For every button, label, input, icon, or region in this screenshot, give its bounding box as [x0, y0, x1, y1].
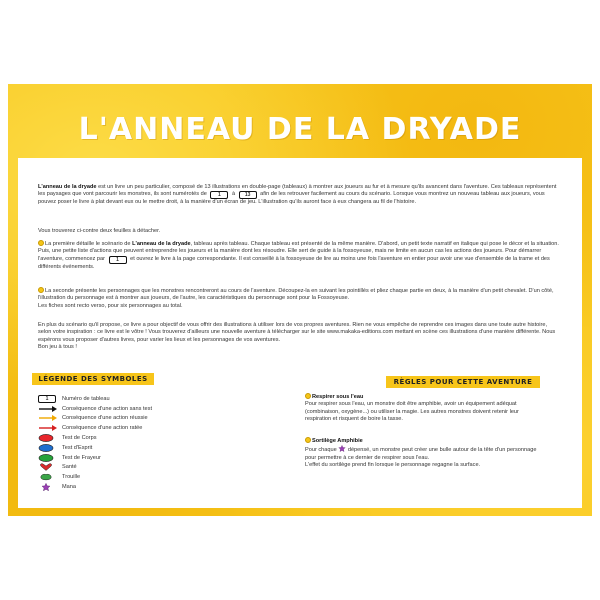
intro-text-a: est un livre un peu particulier, composé de 13 illustrations en double-page (tableaux) à montrer aux joueurs au fur et à mesure qu'ils avancent dans l'aventure. Ces tableaux représentent les paysages que vont parcourir les monstres, ils sont numérotés de — [38, 184, 557, 198]
legend-label: Test de Corps — [62, 435, 97, 442]
book-name: L'anneau de la dryade — [132, 241, 191, 247]
sheet1-text-a: La première détaille le scénario de — [45, 241, 133, 247]
legend-label: Santé — [62, 464, 77, 471]
closing-text-b: Bon jeu à tous ! — [38, 344, 77, 351]
intro-text-and: à — [230, 191, 237, 198]
rule-text: Pour respirer sous l'eau, un monstre doit être amphibie, avoir un équipement adéquat (combinaison, oxygène...) ou utiliser la magie. Les autres monstres doivent retenir leur respiration et risquent de boire la tasse. — [305, 401, 519, 423]
tile-symbol: 1 — [109, 256, 127, 264]
symbol-legend — [38, 394, 258, 492]
tile-symbol: 1 — [38, 395, 56, 403]
legend-row — [38, 423, 258, 433]
legend-heading: LÉGENDE DES SYMBOLES — [32, 373, 154, 385]
sheet1-text-b: , tableau après tableau. Chaque tableau est présenté de la même manière. D'abord, un petit texte narratif en italique qui pose le décor et la situation. Puis, une petite liste d'actions que peuvent entreprendre les joueurs et la manière dont les résoudre. Elle sert de guide à la fossoyeuse, mais ne limite en aucun cas les actions des joueurs. Pour démarrer l'aventure, commencez par — [38, 241, 559, 262]
smiley-icon — [305, 437, 311, 443]
legend-label: Mana — [62, 484, 76, 491]
legend-label: Test de Frayeur — [62, 454, 101, 461]
intro-text-b: afin de les retrouver facilement au cours du scénario. Lorsque vous montrez un nouveau tableau aux joueurs, vous pouvez poser le livre à plat devant eux ou le mettre droit, à la manière d'un écran de jeu. L'illustration qu'ils auront face à eux changera au fil de l'histoire. — [38, 191, 545, 206]
page-title: L'ANNEAU DE LA DRYADE — [78, 112, 522, 147]
rule-text-c: L'effet du sortilège prend fin lorsque le personnage regagne la surface. — [305, 462, 481, 469]
test-oval-icon — [38, 454, 58, 462]
rule-text-b: dépensé, un monstre peut créer une bulle autour de la tête d'un personnage pour permettre à ce dernier de respirer sous l'eau. — [305, 447, 537, 461]
smiley-icon — [305, 393, 311, 399]
legend-row — [38, 443, 258, 453]
test-oval-icon — [38, 444, 58, 452]
test-oval-icon — [38, 434, 58, 442]
legend-label: Numéro de tableau — [62, 395, 110, 402]
intro-paragraph — [38, 184, 560, 207]
arrow-icon — [38, 405, 58, 413]
sheets-line: Vous trouverez ci-contre deux feuilles à détacher. — [38, 228, 161, 234]
legend-row — [38, 472, 258, 482]
legend-row — [38, 453, 258, 463]
tile-symbol: 1 — [210, 191, 228, 199]
legend-label: Conséquence d'une action ratée — [62, 425, 143, 432]
sheet2-paragraph — [38, 287, 560, 310]
rules-heading: RÈGLES POUR CETTE AVENTURE — [386, 376, 540, 388]
legend-row — [38, 394, 258, 404]
smiley-icon — [38, 240, 44, 246]
rule-title: Respirer sous l'eau — [312, 394, 364, 400]
mana-star-icon — [38, 483, 58, 491]
rule-title: Sortilège Amphibie — [312, 438, 363, 444]
legend-row — [38, 404, 258, 414]
legend-label: Trouille — [62, 474, 81, 481]
sheet2-text-b: Les fiches sont recto verso, pour six personnages au total. — [38, 302, 183, 309]
rule-amphibious-spell — [305, 437, 545, 470]
legend-row — [38, 433, 258, 443]
closing-text-a: En plus du scénario qu'il propose, ce livre a pour objectif de vous offrir des illustrations à utiliser lors de vos propres aventures. Rien ne vous empêche de reprendre ces images dans une toute autre histoire, selon votre inspiration : ce livre est le vôtre ! Vous trouverez d'ailleurs une nouvelle aventure à télécharger sur le site www.makaka-editions.com mettant en scène ces illustrations d'une manière différente. Nous espérons vous proposer d'autres livres, pour varier les lieux et les personnages de vos aventures. — [38, 322, 556, 343]
legend-label: Conséquence d'une action sans test — [62, 405, 153, 412]
arrow-icon — [38, 424, 58, 432]
legend-label: Conséquence d'une action réussie — [62, 415, 148, 422]
heart-icon — [38, 463, 58, 471]
closing-paragraph — [38, 322, 560, 352]
book-name: L'anneau de la dryade — [38, 184, 97, 190]
arrow-icon — [38, 414, 58, 422]
tile-symbol: 13 — [239, 191, 257, 199]
sheet1-text-c: et ouvrez le livre à la page correspondante. Il est conseillé à la fossoyeuse de lire au moins une fois l'aventure en entier pour avoir une vue d'ensemble de la trame et des différents événements. — [38, 255, 550, 270]
rule-breathe-underwater — [305, 393, 545, 424]
legend-row — [38, 482, 258, 492]
legend-row — [38, 414, 258, 424]
sheet1-paragraph — [38, 240, 560, 271]
legend-row — [38, 463, 258, 473]
smiley-icon — [38, 287, 44, 293]
rule-text-a: Pour chaque — [305, 447, 339, 454]
fear-blob-icon — [38, 473, 58, 481]
sheet2-text-a: La seconde présente les personnages que les monstres rencontreront au cours de l'aventure. Découpez-la en suivant les pointillés et pliez chaque partie en deux, à la manière d'un petit chevalet. D'un côté, l'illustration du personnage est à montrer aux joueurs, de l'autre, les caractéristiques du personnage sont pour la Fossoyeuse. — [38, 288, 554, 302]
legend-label: Test d'Esprit — [62, 444, 93, 451]
